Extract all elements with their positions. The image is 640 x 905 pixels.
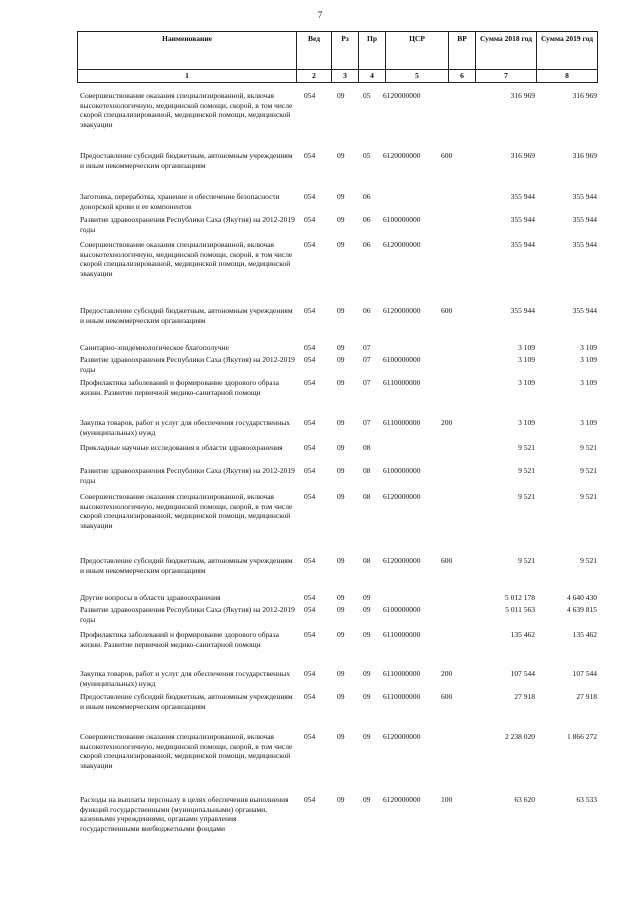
col-number: 2 <box>297 70 332 83</box>
cell-s2018: 316 969 <box>510 91 535 100</box>
cell-name: Другие вопросы в области здравоохранения <box>80 593 221 602</box>
cell-csr: 6100000000 <box>383 355 421 364</box>
cell-s2018: 316 969 <box>510 151 535 160</box>
header-pr: Пр <box>359 32 386 70</box>
cell-rz: 09 <box>337 418 345 427</box>
cell-pr: 09 <box>363 593 371 602</box>
cell-csr: 6120000000 <box>383 492 421 501</box>
header-sum-2019: Сумма 2019 год <box>537 32 598 70</box>
header-ved: Вед <box>297 32 332 70</box>
cell-vr: 600 <box>441 556 453 565</box>
cell-s2018: 9 521 <box>518 492 535 501</box>
cell-s2018: 3 109 <box>518 343 535 352</box>
cell-csr: 6120000000 <box>383 306 421 315</box>
cell-pr: 07 <box>363 418 371 427</box>
cell-s2019: 3 109 <box>580 343 597 352</box>
cell-s2019: 135 462 <box>572 630 597 639</box>
cell-s2018: 5 011 563 <box>505 605 535 614</box>
cell-rz: 09 <box>337 669 345 678</box>
cell-name: Заготовка, переработка, хранение и обеспечение безопасности донорской крови и ее компонентов <box>80 192 280 211</box>
cell-name: Санитарно-эпидемиологическое благополучие <box>80 343 229 352</box>
col-number: 6 <box>449 70 476 83</box>
cell-csr: 6120000000 <box>383 151 421 160</box>
cell-csr: 6120000000 <box>383 240 421 249</box>
cell-name: Профилактика заболеваний и формирование здорового образа жизни. Развитие первичной медико-санитарной помощи <box>80 378 279 397</box>
cell-ved: 054 <box>304 556 316 565</box>
cell-name: Прикладные научные исследования в области здравоохранения <box>80 443 283 452</box>
cell-rz: 09 <box>337 795 345 804</box>
cell-csr: 6120000000 <box>383 732 421 741</box>
cell-ved: 054 <box>304 593 316 602</box>
cell-csr: 6120000000 <box>383 91 421 100</box>
cell-name: Совершенствование оказания специализированной, включая высокотехнологичную, медицинской помощи, скорой, в том числе скорой специализированной, медицинской помощи, медицинской эвакуации <box>80 492 293 530</box>
cell-pr: 06 <box>363 240 371 249</box>
cell-s2019: 3 109 <box>580 418 597 427</box>
cell-s2019: 1 866 272 <box>567 732 597 741</box>
cell-pr: 09 <box>363 795 371 804</box>
cell-rz: 09 <box>337 443 345 452</box>
cell-rz: 09 <box>337 556 345 565</box>
cell-s2018: 9 521 <box>518 556 535 565</box>
cell-rz: 09 <box>337 343 345 352</box>
cell-name: Предоставление субсидий бюджетным, автономным учреждениям и иным некоммерческим организациям <box>80 692 293 711</box>
cell-pr: 06 <box>363 215 371 224</box>
cell-rz: 09 <box>337 192 345 201</box>
cell-ved: 054 <box>304 151 316 160</box>
cell-rz: 09 <box>337 306 345 315</box>
cell-s2018: 135 462 <box>510 630 535 639</box>
cell-pr: 08 <box>363 443 371 452</box>
cell-ved: 054 <box>304 418 316 427</box>
col-number: 7 <box>476 70 537 83</box>
cell-name: Совершенствование оказания специализированной, включая высокотехнологичную, медицинской помощи, скорой, в том числе скорой специализированной, медицинской помощи, медицинской эвакуации <box>80 732 293 770</box>
cell-s2019: 4 639 815 <box>567 605 597 614</box>
cell-s2019: 63 533 <box>576 795 597 804</box>
table-header <box>77 31 598 83</box>
cell-s2018: 9 521 <box>518 443 535 452</box>
header-csr: ЦСР <box>386 32 449 70</box>
cell-rz: 09 <box>337 91 345 100</box>
cell-s2018: 355 944 <box>510 306 535 315</box>
cell-ved: 054 <box>304 355 316 364</box>
cell-s2018: 9 521 <box>518 466 535 475</box>
cell-csr: 6110000000 <box>383 692 421 701</box>
cell-csr: 6110000000 <box>383 630 421 639</box>
cell-pr: 05 <box>363 91 371 100</box>
cell-rz: 09 <box>337 215 345 224</box>
cell-ved: 054 <box>304 378 316 387</box>
header-vr: ВР <box>449 32 476 70</box>
cell-csr: 6110000000 <box>383 418 421 427</box>
cell-ved: 054 <box>304 215 316 224</box>
cell-s2019: 355 944 <box>572 306 597 315</box>
cell-ved: 054 <box>304 306 316 315</box>
cell-pr: 09 <box>363 692 371 701</box>
cell-pr: 06 <box>363 306 371 315</box>
cell-s2019: 4 640 430 <box>567 593 597 602</box>
cell-s2019: 107 544 <box>572 669 597 678</box>
cell-name: Совершенствование оказания специализированной, включая высокотехнологичную, медицинской помощи, скорой, в том числе скорой специализированной, медицинской помощи, медицинской эвакуации <box>80 240 293 278</box>
cell-s2018: 2 238 020 <box>505 732 535 741</box>
cell-s2019: 3 109 <box>580 355 597 364</box>
cell-pr: 09 <box>363 669 371 678</box>
cell-vr: 200 <box>441 669 453 678</box>
cell-name: Расходы на выплаты персоналу в целях обеспечения выполнения функций государственными (муниципальными) органами, казенными учреждениями, органами управления государственными внебюджетными фондами <box>80 795 289 833</box>
cell-rz: 09 <box>337 492 345 501</box>
cell-s2019: 3 109 <box>580 378 597 387</box>
cell-pr: 09 <box>363 732 371 741</box>
col-number: 4 <box>359 70 386 83</box>
cell-s2019: 9 521 <box>580 556 597 565</box>
cell-rz: 09 <box>337 151 345 160</box>
cell-s2018: 355 944 <box>510 192 535 201</box>
cell-csr: 6100000000 <box>383 466 421 475</box>
cell-s2018: 355 944 <box>510 240 535 249</box>
cell-s2019: 9 521 <box>580 466 597 475</box>
cell-name: Предоставление субсидий бюджетным, автономным учреждениям и иным некоммерческим организациям <box>80 306 293 325</box>
cell-rz: 09 <box>337 630 345 639</box>
cell-ved: 054 <box>304 91 316 100</box>
cell-ved: 054 <box>304 443 316 452</box>
cell-pr: 07 <box>363 355 371 364</box>
cell-csr: 6100000000 <box>383 605 421 614</box>
col-number: 3 <box>332 70 359 83</box>
cell-s2018: 5 012 178 <box>505 593 535 602</box>
col-number: 8 <box>537 70 598 83</box>
cell-ved: 054 <box>304 795 316 804</box>
cell-s2018: 3 109 <box>518 418 535 427</box>
cell-s2019: 316 969 <box>572 91 597 100</box>
cell-vr: 200 <box>441 418 453 427</box>
cell-rz: 09 <box>337 466 345 475</box>
cell-ved: 054 <box>304 630 316 639</box>
cell-vr: 600 <box>441 151 453 160</box>
header-name: Наименование <box>78 32 297 70</box>
cell-rz: 09 <box>337 692 345 701</box>
cell-ved: 054 <box>304 466 316 475</box>
cell-ved: 054 <box>304 605 316 614</box>
cell-rz: 09 <box>337 605 345 614</box>
col-number: 1 <box>78 70 297 83</box>
cell-csr: 6110000000 <box>383 669 421 678</box>
cell-name: Закупка товаров, работ и услуг для обеспечения государственных (муниципальных) нужд <box>80 418 291 437</box>
cell-ved: 054 <box>304 343 316 352</box>
cell-pr: 08 <box>363 466 371 475</box>
cell-name: Предоставление субсидий бюджетным, автономным учреждениям и иным некоммерческим организациям <box>80 151 293 170</box>
cell-csr: 6120000000 <box>383 795 421 804</box>
cell-rz: 09 <box>337 355 345 364</box>
cell-rz: 09 <box>337 593 345 602</box>
cell-pr: 08 <box>363 492 371 501</box>
cell-vr: 100 <box>441 795 453 804</box>
cell-ved: 054 <box>304 240 316 249</box>
cell-pr: 06 <box>363 192 371 201</box>
cell-name: Совершенствование оказания специализированной, включая высокотехнологичную, медицинской помощи, скорой, в том числе скорой специализированной, медицинской помощи, медицинской эвакуации <box>80 91 293 129</box>
cell-ved: 054 <box>304 669 316 678</box>
cell-rz: 09 <box>337 378 345 387</box>
cell-s2019: 27 918 <box>576 692 597 701</box>
cell-name: Предоставление субсидий бюджетным, автономным учреждениям и иным некоммерческим организациям <box>80 556 293 575</box>
cell-s2019: 355 944 <box>572 240 597 249</box>
cell-rz: 09 <box>337 732 345 741</box>
cell-name: Развитие здравоохранения Республики Саха (Якутия) на 2012-2019 годы <box>80 466 295 485</box>
cell-rz: 09 <box>337 240 345 249</box>
cell-pr: 09 <box>363 630 371 639</box>
cell-s2018: 3 109 <box>518 355 535 364</box>
cell-pr: 08 <box>363 556 371 565</box>
cell-s2019: 355 944 <box>572 192 597 201</box>
cell-s2018: 3 109 <box>518 378 535 387</box>
cell-name: Развитие здравоохранения Республики Саха (Якутия) на 2012-2019 годы <box>80 355 295 374</box>
cell-s2019: 355 944 <box>572 215 597 224</box>
cell-s2018: 27 918 <box>514 692 535 701</box>
cell-ved: 054 <box>304 692 316 701</box>
cell-csr: 6110000000 <box>383 378 421 387</box>
cell-s2019: 316 969 <box>572 151 597 160</box>
cell-s2018: 107 544 <box>510 669 535 678</box>
cell-ved: 054 <box>304 732 316 741</box>
cell-name: Развитие здравоохранения Республики Саха (Якутия) на 2012-2019 годы <box>80 605 295 624</box>
cell-s2018: 355 944 <box>510 215 535 224</box>
header-sum-2018: Сумма 2018 год <box>476 32 537 70</box>
cell-ved: 054 <box>304 192 316 201</box>
cell-pr: 07 <box>363 343 371 352</box>
cell-vr: 600 <box>441 306 453 315</box>
cell-csr: 6100000000 <box>383 215 421 224</box>
header-rz: Рз <box>332 32 359 70</box>
page-number: 7 <box>317 10 323 20</box>
cell-csr: 6120000000 <box>383 556 421 565</box>
cell-name: Профилактика заболеваний и формирование здорового образа жизни. Развитие первичной медико-санитарной помощи <box>80 630 279 649</box>
cell-s2019: 9 521 <box>580 492 597 501</box>
cell-ved: 054 <box>304 492 316 501</box>
cell-pr: 07 <box>363 378 371 387</box>
cell-name: Развитие здравоохранения Республики Саха (Якутия) на 2012-2019 годы <box>80 215 295 234</box>
cell-s2018: 63 620 <box>514 795 535 804</box>
cell-name: Закупка товаров, работ и услуг для обеспечения государственных (муниципальных) нужд <box>80 669 291 688</box>
cell-pr: 05 <box>363 151 371 160</box>
cell-vr: 600 <box>441 692 453 701</box>
cell-pr: 09 <box>363 605 371 614</box>
col-number: 5 <box>386 70 449 83</box>
cell-s2019: 9 521 <box>580 443 597 452</box>
